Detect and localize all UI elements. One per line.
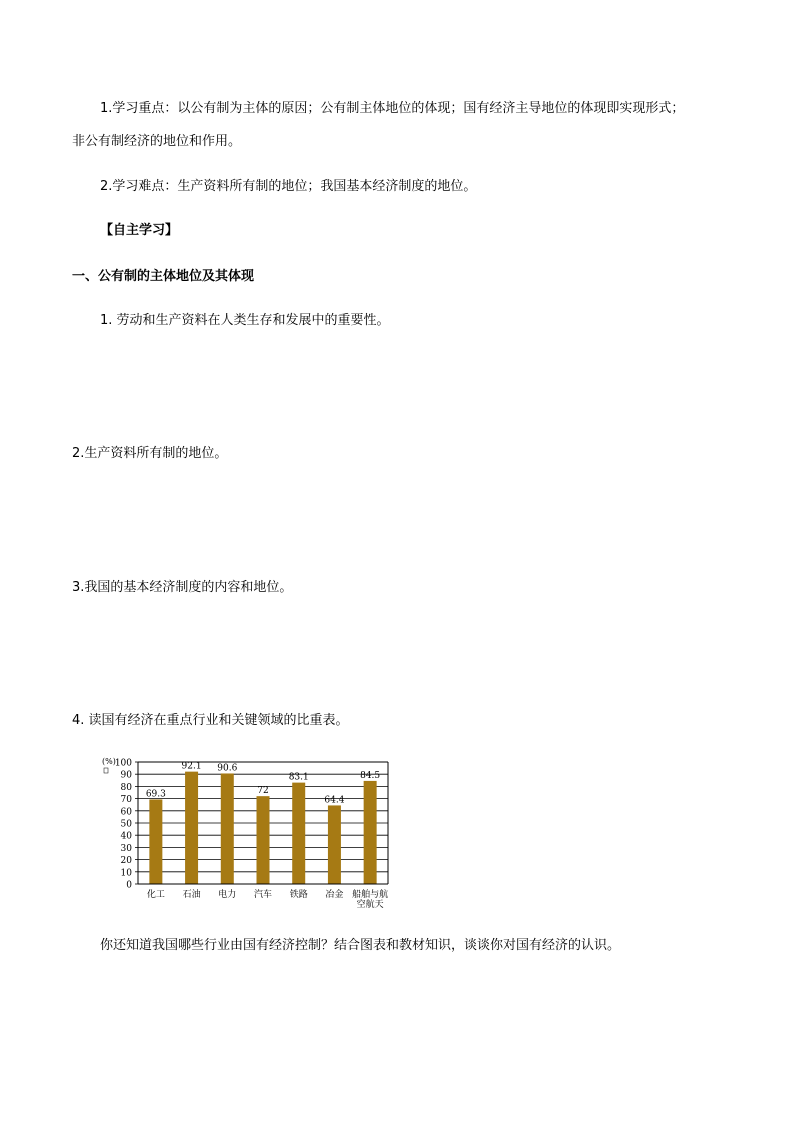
x-tick-label: 船舶与航 xyxy=(352,890,389,900)
unit-marker xyxy=(104,768,108,773)
bar xyxy=(328,805,341,884)
y-tick-label: 10 xyxy=(120,868,132,879)
section-one-heading: 一、公有制的主体地位及其体现 xyxy=(72,269,255,284)
question-1: 1. 劳动和生产资料在人类生存和发展中的重要性。 xyxy=(100,313,390,328)
y-tick-label: 100 xyxy=(114,758,132,769)
data-label: 92.1 xyxy=(181,761,202,772)
y-tick-label: 60 xyxy=(120,807,132,818)
question-3: 3.我国的基本经济制度的内容和地位。 xyxy=(72,580,293,595)
y-tick-label: 0 xyxy=(126,880,132,891)
question-4-followup: 你还知道我国哪些行业由国有经济控制？结合图表和教材知识，谈谈你对国有经济的认识。 xyxy=(100,938,621,953)
state-economy-share-chart xyxy=(96,752,396,914)
key-points-line-1: 1.学习重点：以公有制为主体的原因；公有制主体地位的体现；国有经济主导地位的体现即实现形式； xyxy=(100,101,685,116)
x-tick-label: 铁路 xyxy=(289,890,308,900)
bar xyxy=(257,796,270,884)
self-study-heading: 【自主学习】 xyxy=(100,223,179,238)
x-tick-label: 空航天 xyxy=(356,900,384,910)
question-2: 2.生产资料所有制的地位。 xyxy=(72,446,228,461)
data-label: 72 xyxy=(257,786,269,797)
bar xyxy=(149,799,162,884)
data-label: 83.1 xyxy=(288,772,309,783)
y-tick-label: 40 xyxy=(120,831,132,842)
difficulties-line: 2.学习难点：生产资料所有制的地位；我国基本经济制度的地位。 xyxy=(100,179,477,194)
bar xyxy=(292,783,305,884)
x-tick-label: 冶金 xyxy=(325,890,344,900)
chart-labels xyxy=(102,757,388,910)
y-tick-label: 50 xyxy=(120,819,132,830)
data-label: 90.6 xyxy=(217,763,238,774)
y-tick-label: 20 xyxy=(120,856,132,867)
y-tick-label: 90 xyxy=(120,770,132,781)
x-tick-label: 电力 xyxy=(218,890,237,900)
y-unit-label: (%) xyxy=(102,757,116,766)
x-tick-label: 石油 xyxy=(182,890,201,900)
bar xyxy=(185,772,198,884)
data-label: 64.4 xyxy=(324,795,345,806)
x-tick-label: 汽车 xyxy=(253,890,273,900)
y-tick-label: 30 xyxy=(120,843,132,854)
bar xyxy=(221,773,234,884)
data-label: 69.3 xyxy=(145,789,166,800)
data-label: 84.5 xyxy=(360,770,381,781)
question-4: 4. 读国有经济在重点行业和关键领域的比重表。 xyxy=(72,713,349,728)
y-tick-label: 70 xyxy=(120,795,132,806)
key-points-line-2: 非公有制经济的地位和作用。 xyxy=(72,134,242,149)
y-tick-label: 80 xyxy=(120,782,132,793)
x-tick-label: 化工 xyxy=(146,890,165,900)
bar xyxy=(364,781,377,884)
